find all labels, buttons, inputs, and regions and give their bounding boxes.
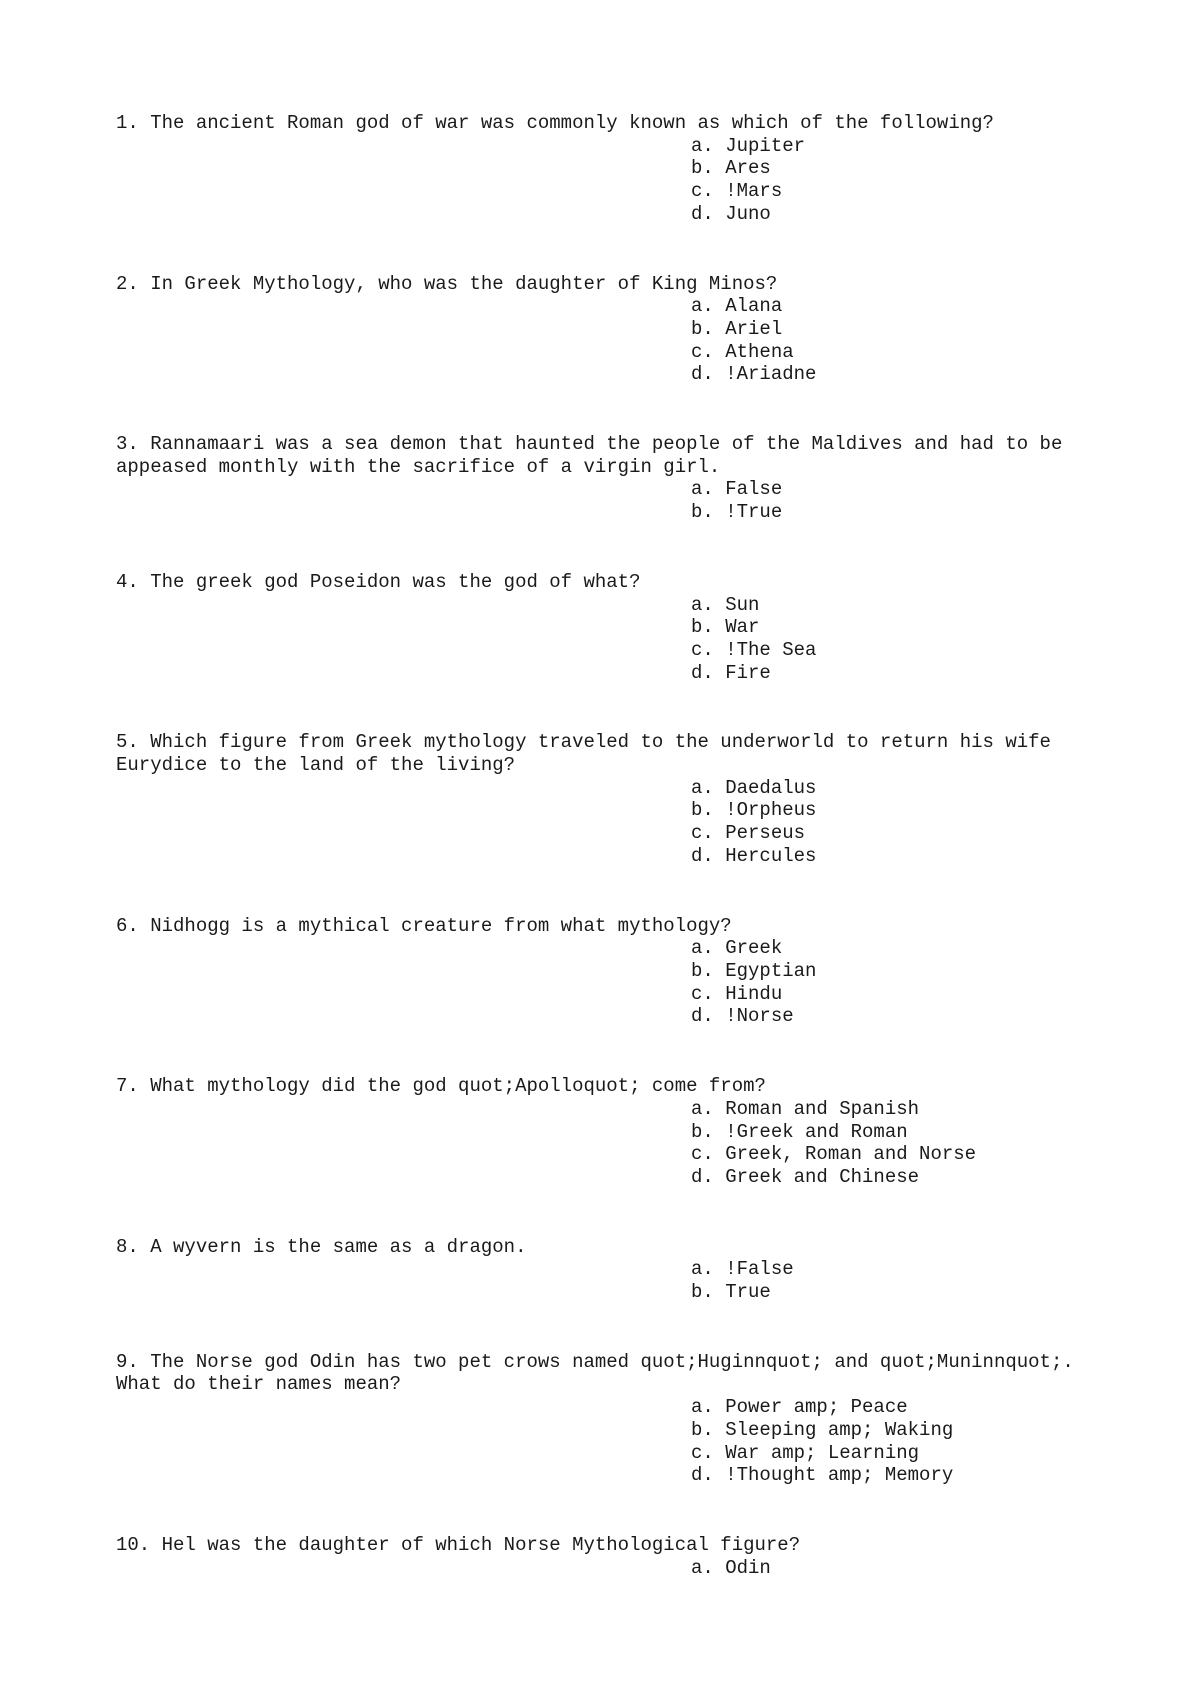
question-block <box>116 1534 1116 1579</box>
answer-option: a. Alana <box>691 295 783 318</box>
question-block <box>116 273 1116 387</box>
answer-option: a. Daedalus <box>691 776 817 799</box>
answer-options <box>116 1258 1116 1303</box>
answer-options <box>116 1098 1116 1189</box>
answer-options <box>116 1557 1116 1580</box>
answer-option: c. Perseus <box>691 822 806 845</box>
question-block <box>116 571 1116 685</box>
answer-option: d. !Norse <box>691 1005 794 1028</box>
answer-options <box>116 1396 1116 1487</box>
question-text: 3. Rannamaari was a sea demon that haunted the people of the Maldives and had to be appeased monthly with the sacrifice of a virgin girl. <box>116 433 1074 478</box>
answer-option: d. !Thought amp; Memory <box>691 1464 954 1487</box>
answer-option: a. Greek <box>691 937 783 960</box>
answer-option: a. Jupiter <box>691 134 806 157</box>
answer-option: b. True <box>691 1281 771 1304</box>
question-text: 8. A wyvern is the same as a dragon. <box>116 1235 527 1258</box>
question-block <box>116 433 1116 524</box>
question-text: 2. In Greek Mythology, who was the daughter of King Minos? <box>116 272 778 295</box>
question-text: 5. Which figure from Greek mythology traveled to the underworld to return his wife Eurydice to the land of the living? <box>116 731 1063 777</box>
answer-option: a. Roman and Spanish <box>691 1097 920 1120</box>
answer-option: b. War <box>691 616 760 639</box>
quiz-document <box>116 112 1116 1626</box>
answer-options <box>116 135 1116 226</box>
question-text: 1. The ancient Roman god of war was commonly known as which of the following? <box>116 112 994 134</box>
answer-option: a. Odin <box>691 1556 771 1579</box>
question-block <box>116 1351 1116 1487</box>
question-text: 10. Hel was the daughter of which Norse Mythological figure? <box>116 1533 801 1556</box>
question-block <box>116 915 1116 1029</box>
question-block <box>116 1075 1116 1189</box>
answer-options <box>116 777 1116 868</box>
answer-option: d. Juno <box>691 202 771 225</box>
answer-option: a. False <box>691 478 783 501</box>
answer-option: d. !Ariadne <box>691 363 817 386</box>
question-text: 6. Nidhogg is a mythical creature from what mythology? <box>116 914 732 937</box>
answer-options <box>116 295 1116 386</box>
answer-option: c. War amp; Learning <box>691 1441 920 1464</box>
answer-option: d. Greek and Chinese <box>691 1165 920 1188</box>
answer-option: b. Sleeping amp; Waking <box>691 1418 954 1441</box>
answer-option: c. !Mars <box>691 180 783 203</box>
answer-option: c. !The Sea <box>691 638 817 661</box>
answer-option: b. !Orpheus <box>691 799 817 822</box>
answer-option: b. !Greek and Roman <box>691 1120 908 1143</box>
question-block <box>116 731 1116 867</box>
answer-options <box>116 478 1116 523</box>
question-text: 4. The greek god Poseidon was the god of what? <box>116 570 641 593</box>
answer-option: d. Fire <box>691 661 771 684</box>
question-text: 7. What mythology did the god quot;Apolloquot; come from? <box>116 1075 766 1098</box>
answer-option: c. Hindu <box>691 982 783 1005</box>
answer-option: c. Athena <box>691 340 794 363</box>
answer-option: a. Sun <box>691 593 760 616</box>
answer-option: d. Hercules <box>691 844 817 867</box>
answer-option: a. !False <box>691 1258 794 1281</box>
answer-option: b. !True <box>691 501 783 524</box>
question-text: 9. The Norse god Odin has two pet crows named quot;Huginnquot; and quot;Muninnquot;. What do their names mean? <box>116 1350 1097 1396</box>
answer-option: b. Ares <box>691 157 771 180</box>
answer-option: b. Ariel <box>691 317 783 340</box>
answer-options <box>116 937 1116 1028</box>
question-block <box>116 1236 1116 1304</box>
answer-option: b. Egyptian <box>691 959 817 982</box>
answer-options <box>116 594 1116 685</box>
answer-option: c. Greek, Roman and Norse <box>691 1143 977 1166</box>
answer-option: a. Power amp; Peace <box>691 1396 908 1419</box>
question-block <box>116 112 1116 226</box>
